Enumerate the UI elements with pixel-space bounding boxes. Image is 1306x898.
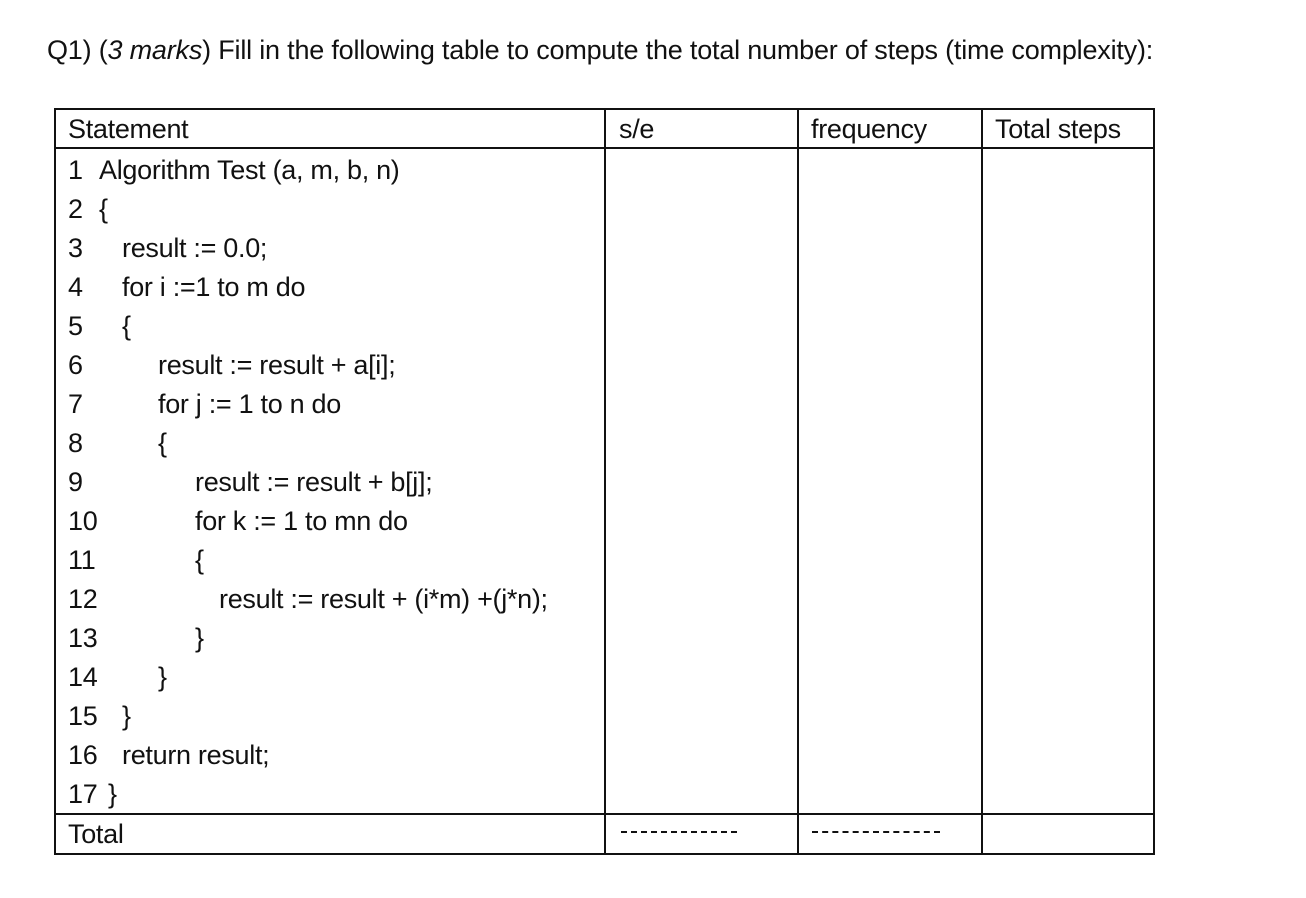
line-code: Algorithm Test (a, m, b, n) xyxy=(99,155,400,185)
line-code: for j := 1 to n do xyxy=(158,389,341,419)
steps-table xyxy=(54,108,1155,855)
line-code: } xyxy=(108,779,117,809)
column-divider-1 xyxy=(604,108,606,855)
line-code: } xyxy=(195,623,204,653)
line-number: 17 xyxy=(68,779,98,809)
line-number: 14 xyxy=(68,662,98,692)
question-text: Fill in the following table to compute the total number of steps (time complexity): xyxy=(218,35,1154,65)
line-code: for k := 1 to mn do xyxy=(195,506,408,536)
header-total-steps: Total steps xyxy=(995,114,1121,144)
line-number: 8 xyxy=(68,428,83,458)
line-code: } xyxy=(122,701,131,731)
total-label: Total xyxy=(68,819,124,849)
question-prompt: Q1) (3 marks) Fill in the following table to compute the total number of steps (time complexity): xyxy=(47,35,1154,65)
line-code: for i :=1 to m do xyxy=(122,272,306,302)
line-number: 5 xyxy=(68,311,83,341)
line-code: { xyxy=(99,194,108,224)
line-code: result := result + b[j]; xyxy=(195,467,433,497)
column-divider-3 xyxy=(981,108,983,855)
line-number: 9 xyxy=(68,467,83,497)
line-number: 7 xyxy=(68,389,83,419)
line-number: 12 xyxy=(68,584,98,614)
line-code: return result; xyxy=(122,740,270,770)
column-divider-2 xyxy=(797,108,799,855)
line-code: result := result + a[i]; xyxy=(158,350,396,380)
line-number: 2 xyxy=(68,194,83,224)
frequency-total-placeholder xyxy=(812,831,940,833)
header-frequency: frequency xyxy=(811,114,927,144)
line-number: 16 xyxy=(68,740,98,770)
line-code: } xyxy=(158,662,167,692)
se-total-placeholder xyxy=(621,831,737,833)
line-code: { xyxy=(158,428,167,458)
header-statement: Statement xyxy=(68,114,189,144)
line-number: 15 xyxy=(68,701,98,731)
line-code: result := 0.0; xyxy=(122,233,268,263)
line-number: 4 xyxy=(68,272,83,302)
line-number: 11 xyxy=(68,545,96,575)
line-code: { xyxy=(195,545,204,575)
line-number: 10 xyxy=(68,506,98,536)
line-code: result := result + (i*m) +(j*n); xyxy=(219,584,548,614)
line-number: 13 xyxy=(68,623,98,653)
line-number: 6 xyxy=(68,350,83,380)
line-code: { xyxy=(122,311,131,341)
line-number: 1 xyxy=(68,155,83,185)
question-marks: 3 marks xyxy=(107,35,203,65)
line-number: 3 xyxy=(68,233,83,263)
question-number: Q1) xyxy=(47,35,92,65)
header-se: s/e xyxy=(619,114,655,144)
